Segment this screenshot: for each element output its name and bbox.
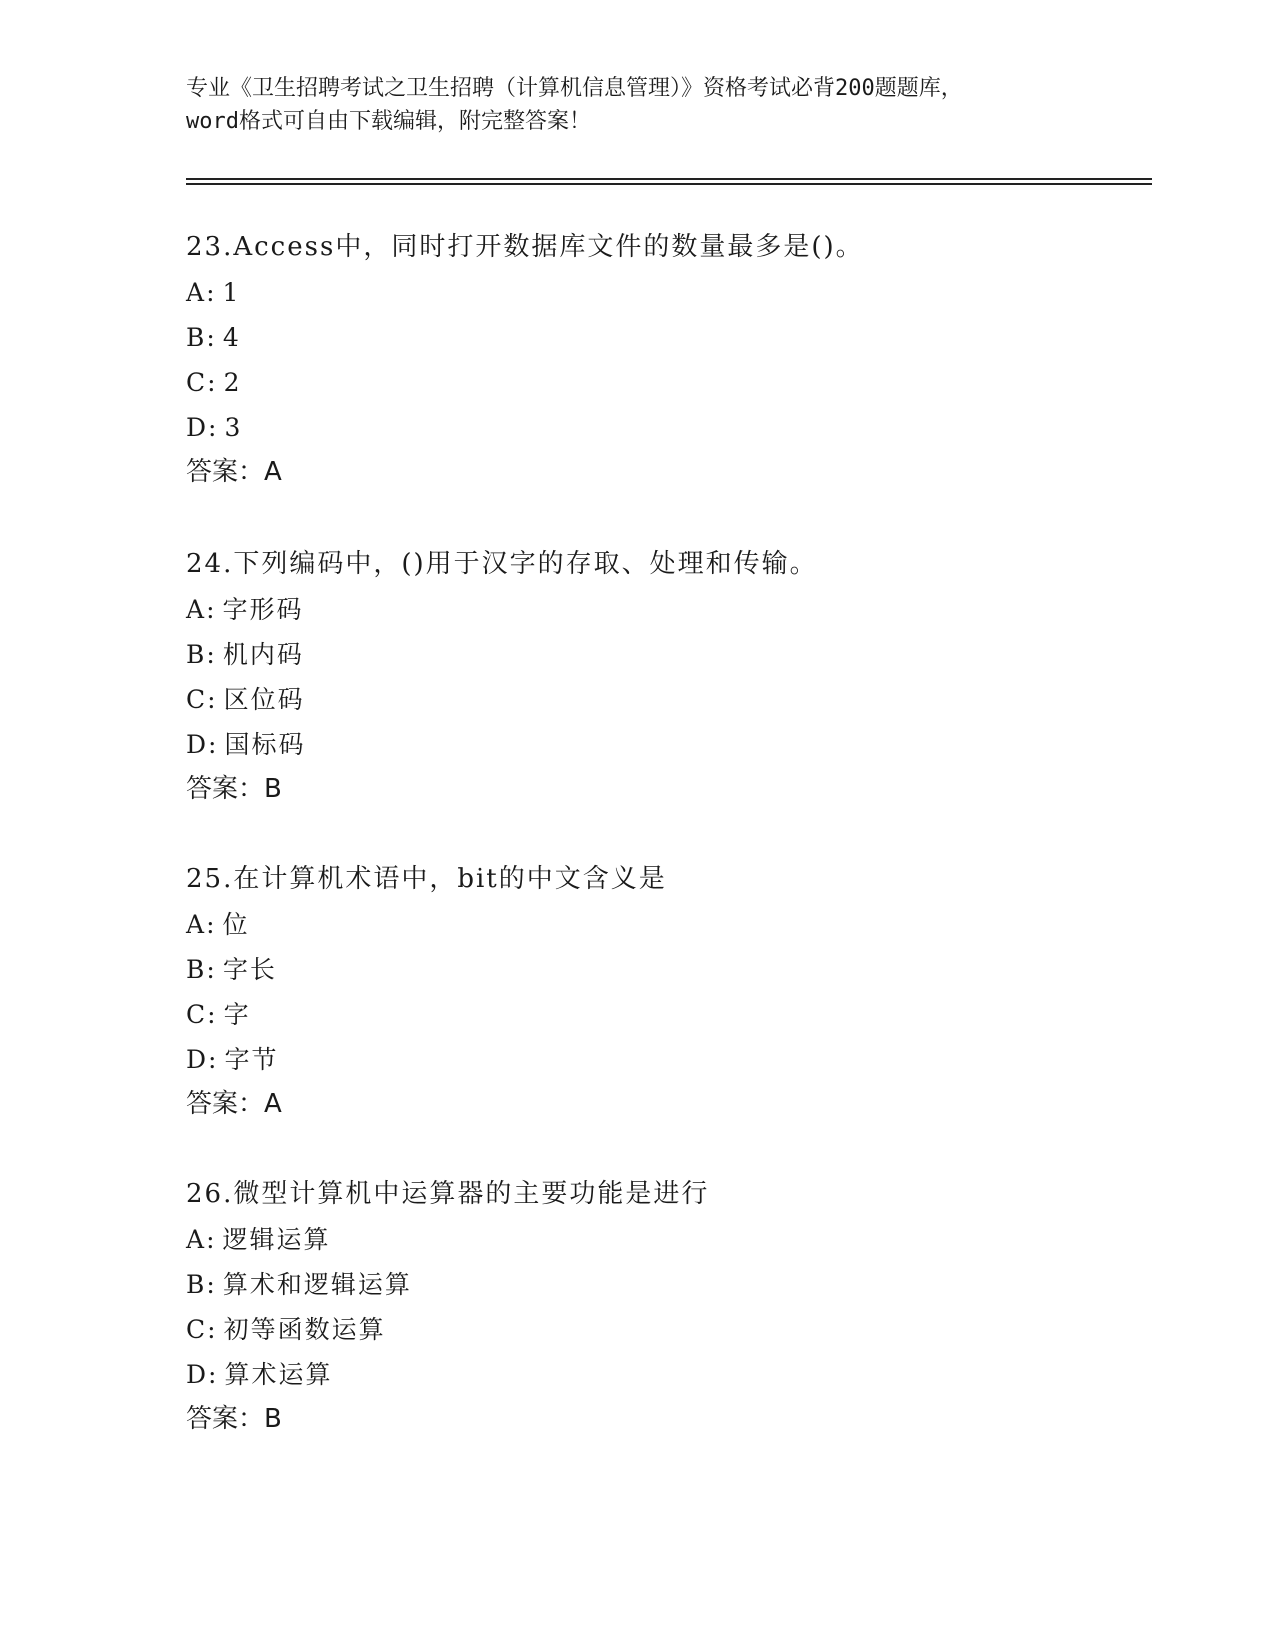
option-separator: : bbox=[206, 955, 217, 984]
option-letter: B bbox=[186, 1270, 207, 1299]
option-text: 算术和逻辑运算 bbox=[222, 1270, 412, 1299]
option-letter: B bbox=[186, 640, 207, 669]
option-c bbox=[186, 360, 1166, 405]
option-separator: : bbox=[206, 278, 217, 307]
option-b bbox=[186, 947, 1166, 992]
option-text: 机内码 bbox=[222, 640, 304, 669]
option-b bbox=[186, 1262, 1166, 1307]
option-separator: : bbox=[206, 1225, 217, 1254]
document-header bbox=[186, 72, 1126, 138]
question-24 bbox=[186, 542, 1166, 812]
option-separator: : bbox=[207, 368, 218, 397]
question-25 bbox=[186, 857, 1166, 1127]
option-letter: B bbox=[186, 323, 207, 352]
option-letter: A bbox=[186, 595, 207, 624]
answer-label: 答案：A bbox=[186, 457, 282, 487]
option-letter: C bbox=[186, 368, 208, 397]
question-title: 26.微型计算机中运算器的主要功能是进行 bbox=[186, 1179, 710, 1209]
option-separator: : bbox=[206, 910, 217, 939]
answer-label: 答案：B bbox=[186, 774, 282, 804]
option-letter: A bbox=[186, 278, 207, 307]
option-separator: : bbox=[206, 323, 217, 352]
option-letter: B bbox=[186, 955, 207, 984]
option-d bbox=[186, 722, 1166, 767]
option-letter: A bbox=[186, 910, 207, 939]
option-letter: A bbox=[186, 1225, 207, 1254]
option-letter: C bbox=[186, 1000, 208, 1029]
option-text: 算术运算 bbox=[224, 1360, 333, 1389]
option-d bbox=[186, 405, 1166, 450]
option-separator: : bbox=[208, 730, 219, 759]
answer-label: 答案：B bbox=[186, 1404, 282, 1434]
option-a bbox=[186, 902, 1166, 947]
option-letter: C bbox=[186, 685, 208, 714]
option-separator: : bbox=[207, 1315, 218, 1344]
option-text: 字形码 bbox=[222, 595, 304, 624]
option-text: 4 bbox=[222, 323, 241, 352]
option-letter: D bbox=[186, 1360, 209, 1389]
option-c bbox=[186, 992, 1166, 1037]
option-b bbox=[186, 315, 1166, 360]
option-d bbox=[186, 1352, 1166, 1397]
option-c bbox=[186, 677, 1166, 722]
option-a bbox=[186, 587, 1166, 632]
option-separator: : bbox=[208, 1360, 219, 1389]
option-text: 位 bbox=[222, 910, 250, 939]
option-letter: D bbox=[186, 730, 209, 759]
option-separator: : bbox=[208, 1045, 219, 1074]
option-text: 初等函数运算 bbox=[223, 1315, 386, 1344]
header-line-1: 专业《卫生招聘考试之卫生招聘（计算机信息管理）》资格考试必背200题题库， bbox=[186, 76, 963, 101]
option-text: 字 bbox=[223, 1000, 251, 1029]
option-text: 3 bbox=[224, 413, 243, 442]
option-letter: D bbox=[186, 413, 209, 442]
option-text: 字长 bbox=[222, 955, 277, 984]
option-text: 2 bbox=[223, 368, 242, 397]
option-text: 1 bbox=[222, 278, 241, 307]
option-separator: : bbox=[206, 1270, 217, 1299]
question-23 bbox=[186, 225, 1166, 495]
option-a bbox=[186, 1217, 1166, 1262]
question-title: 25.在计算机术语中，bit的中文含义是 bbox=[186, 864, 667, 894]
option-text: 字节 bbox=[224, 1045, 279, 1074]
header-divider-bottom bbox=[186, 183, 1152, 185]
option-text: 国标码 bbox=[224, 730, 306, 759]
option-letter: D bbox=[186, 1045, 209, 1074]
answer-label: 答案：A bbox=[186, 1089, 282, 1119]
option-text: 区位码 bbox=[223, 685, 305, 714]
option-separator: : bbox=[206, 640, 217, 669]
question-title: 23.Access中，同时打开数据库文件的数量最多是()。 bbox=[186, 232, 864, 262]
question-title: 24.下列编码中，()用于汉字的存取、处理和传输。 bbox=[186, 549, 818, 579]
option-separator: : bbox=[208, 413, 219, 442]
option-a bbox=[186, 270, 1166, 315]
option-text: 逻辑运算 bbox=[222, 1225, 331, 1254]
option-b bbox=[186, 632, 1166, 677]
header-line-2: word格式可自由下载编辑，附完整答案！ bbox=[186, 109, 591, 134]
option-c bbox=[186, 1307, 1166, 1352]
option-letter: C bbox=[186, 1315, 208, 1344]
option-separator: : bbox=[207, 1000, 218, 1029]
question-26 bbox=[186, 1172, 1166, 1442]
header-divider-top bbox=[186, 178, 1152, 180]
option-separator: : bbox=[207, 685, 218, 714]
option-d bbox=[186, 1037, 1166, 1082]
option-separator: : bbox=[206, 595, 217, 624]
